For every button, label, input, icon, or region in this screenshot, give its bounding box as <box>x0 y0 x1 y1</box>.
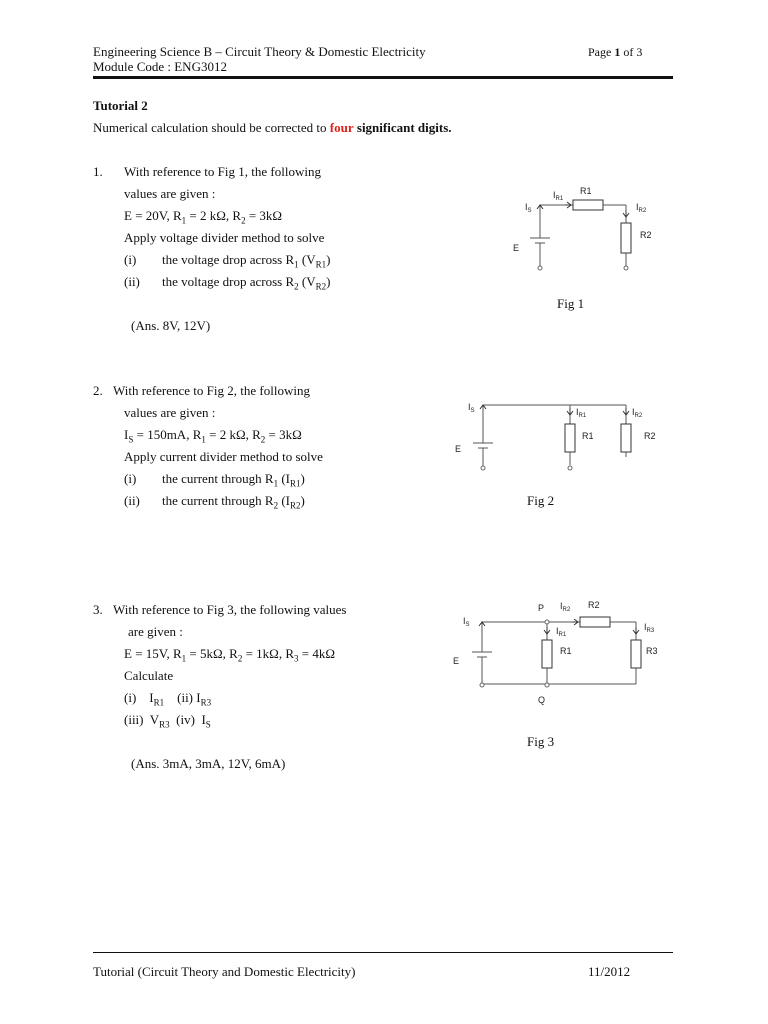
fig2-ir1-label: $I_{R1}$ <box>576 407 587 419</box>
fig2-is-label: $I_S$ <box>468 402 475 414</box>
q3-line4: Calculate <box>124 668 174 683</box>
q1-line2: values are given : <box>124 186 216 201</box>
q1-item-1-number: (i) <box>124 252 137 267</box>
header-divider <box>93 76 673 79</box>
q3-items-3-4: (iii) $V_{R3}$ (iv) $I_S$ <box>124 712 211 730</box>
fig3-is-label: $I_S$ <box>463 616 470 628</box>
fig3-r1 <box>542 640 552 668</box>
fig2-circuit <box>450 395 680 480</box>
fig2-r2-label: R2 <box>644 431 656 441</box>
fig2-r1 <box>565 424 575 452</box>
highlight-word: four <box>329 120 354 135</box>
q2-line4: Apply current divider method to solve <box>124 449 323 464</box>
fig3-ir1-label: $I_{R1}$ <box>556 626 567 638</box>
q2-line1: With reference to Fig 2, the following <box>113 383 310 398</box>
fig3-circuit <box>450 597 680 705</box>
q1-number: 1. <box>93 164 103 179</box>
fig2-ir2-label: $I_{R2}$ <box>632 407 643 419</box>
header-course: Engineering Science B – Circuit Theory & Domestic Electricity <box>93 44 426 59</box>
q3-given-values: E = 15V, $R_1 = 5k\Omega$, $R_2 = 1k\Omega$, $R_3 = 4k\Omega$ <box>124 646 335 664</box>
q3-answer: (Ans. 3mA, 3mA, 12V, 6mA) <box>131 756 286 771</box>
header-module: Module Code : ENG3012 <box>93 59 227 74</box>
footer-date: 11/2012 <box>588 964 631 979</box>
fig2-e-label: E <box>455 444 462 454</box>
q2-given-values: $I_S = 150mA$, $R_1 = 2$ kΩ, $R_2 = 3k\Omega$ <box>124 427 302 445</box>
fig2-caption: Fig 2 <box>527 493 555 508</box>
fig3-e-label: E <box>453 656 460 666</box>
q1-line4: Apply voltage divider method to solve <box>124 230 325 245</box>
q3-line1: With reference to Fig 3, the following values <box>113 602 347 617</box>
q2-item-1-number: (i) <box>124 471 137 486</box>
precision-note: Numerical calculation should be corrected to four significant digits. <box>93 120 452 135</box>
q1-item-1: the voltage drop across $R_1$ $(V_{R1})$ <box>162 252 331 270</box>
fig3-node-q: Q <box>538 695 546 705</box>
fig3-r3-label: R3 <box>646 646 658 656</box>
fig3-r1-label: R1 <box>560 646 572 656</box>
fig2-r1-label: R1 <box>582 431 594 441</box>
q1-given-values: E = 20V, $R_1 = 2$ kΩ, $R_2 = 3k\Omega$ <box>124 208 283 226</box>
q2-number: 2. <box>93 383 103 398</box>
footer-left: Tutorial (Circuit Theory and Domestic Electricity) <box>93 964 356 979</box>
fig1-r2 <box>621 223 631 253</box>
q2-item-2-number: (ii) <box>124 493 140 508</box>
q2-item-2: the current through $R_2$ $(I_{R2})$ <box>162 493 305 511</box>
fig1-r2-label: R2 <box>640 230 652 240</box>
fig1-ir1-label: $I_{R1}$ <box>553 190 564 202</box>
fig3-node-p: P <box>538 603 545 613</box>
footer-divider <box>93 952 673 953</box>
q3-number: 3. <box>93 602 103 617</box>
fig2-r2 <box>621 424 631 452</box>
fig1-circuit <box>500 180 670 280</box>
q2-item-1: the current through $R_1$ $(I_{R1})$ <box>162 471 305 489</box>
fig1-caption: Fig 1 <box>557 296 585 311</box>
page-title: Tutorial 2 <box>93 98 148 113</box>
page-number: Page 1 of 3 <box>588 45 643 59</box>
fig3-r2 <box>580 617 610 627</box>
q2-line2: values are given : <box>124 405 216 420</box>
fig3-r3 <box>631 640 641 668</box>
fig1-e-label: E <box>513 243 520 253</box>
q1-line1: With reference to Fig 1, the following <box>124 164 321 179</box>
fig1-r1 <box>573 200 603 210</box>
fig3-r2-label: R2 <box>588 600 600 610</box>
q1-answer: (Ans. 8V, 12V) <box>131 318 211 333</box>
fig1-ir2-label: $I_{R2}$ <box>636 202 647 214</box>
fig3-ir3-label: $I_{R3}$ <box>644 622 655 634</box>
fig3-ir2-label: $I_{R2}$ <box>560 601 571 613</box>
q1-item-2-number: (ii) <box>124 274 140 289</box>
fig3-caption: Fig 3 <box>527 734 555 749</box>
fig1-r1-label: R1 <box>580 186 592 196</box>
q3-items-1-2: (i) $I_{R1}$ (ii) $I_{R3}$ <box>124 690 212 708</box>
q1-item-2: the voltage drop across $R_2$ $(V_{R2})$ <box>162 274 331 292</box>
fig1-is-label: $I_S$ <box>525 202 532 214</box>
q3-line2: are given : <box>128 624 183 639</box>
